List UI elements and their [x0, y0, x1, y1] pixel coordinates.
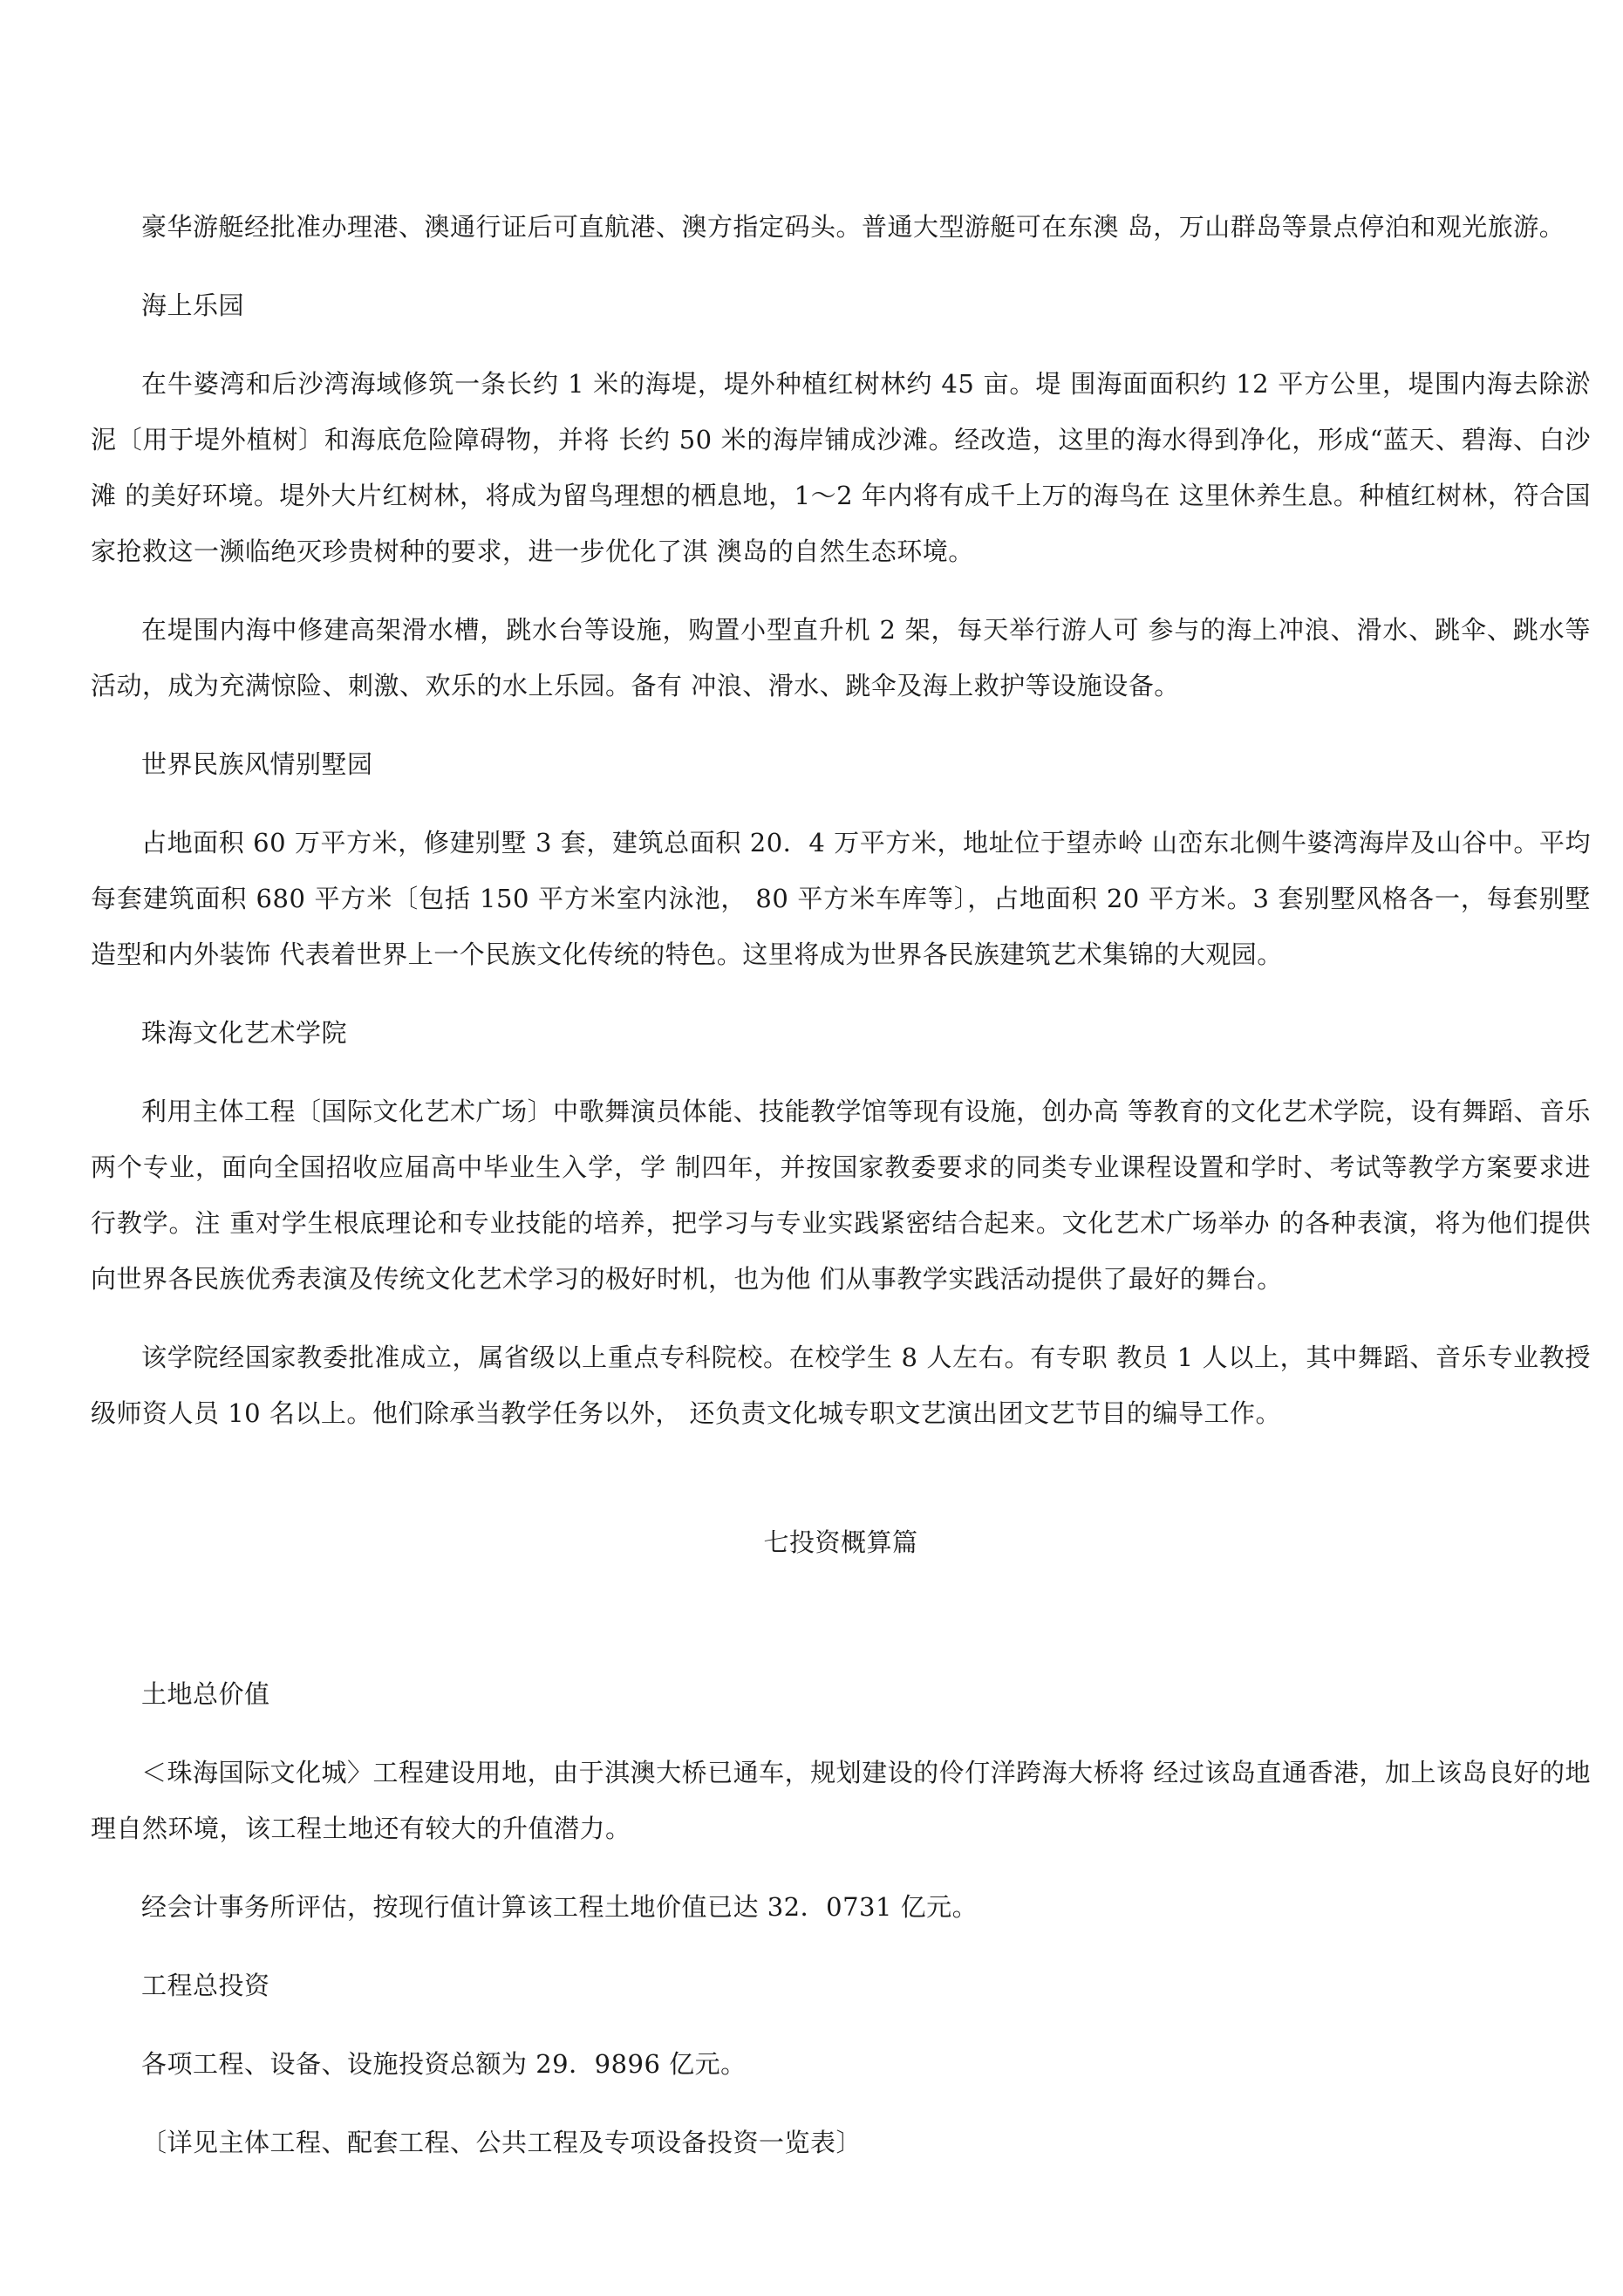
paragraph-academy-staff: 该学院经国家教委批准成立，属省级以上重点专科院校。在校学生 8 人左右。有专职 教员 1 人以上，其中舞蹈、音乐专业教授级师资人员 10 名以上。他们除承当教学任务以外， 还负责文化城专职文艺演出团文艺节目的编导工作。 [91, 1343, 1591, 1428]
heading-total-investment: 工程总投资 [141, 1971, 270, 2000]
heading-land-value: 土地总价值 [141, 1679, 270, 1709]
paragraph-total-investment: 各项工程、设备、设施投资总额为 29．9896 亿元。 [141, 2049, 747, 2079]
paragraph-land-value: ＜珠海国际文化城〉工程建设用地，由于淇澳大桥已通车，规划建设的伶仃洋跨海大桥将 经过该岛直通香港，加上该岛良好的地理自然环境，该工程土地还有较大的升值潜力。 [91, 1758, 1591, 1843]
heading-villa-park: 世界民族风情别墅园 [141, 749, 373, 779]
paragraph-yacht-access: 豪华游艇经批准办理港、澳通行证后可直航港、澳方指定码头。普通大型游艇可在东澳 岛，万山群岛等景点停泊和观光旅游。 [141, 212, 1565, 242]
heading-art-academy: 珠海文化艺术学院 [141, 1018, 348, 1048]
paragraph-investment-note: 〔详见主体工程、配套工程、公共工程及专项设备投资一览表〕 [141, 2128, 863, 2157]
chapter-title-investment: 七投资概算篇 [763, 1527, 918, 1557]
heading-sea-park: 海上乐园 [141, 290, 245, 320]
paragraph-land-appraisal: 经会计事务所评估，按现行值计算该工程土地价值已达 32．0731 亿元。 [141, 1892, 979, 1922]
paragraph-academy: 利用主体工程〔国际文化艺术广场〕中歌舞演员体能、技能教学馆等现有设施，创办高 等教育的文化艺术学院，设有舞蹈、音乐两个专业，面向全国招收应届高中毕业生入学，学 制四年，并按国家教委要求的同类专业课程设置和学时、考试等教学方案要求进行教学。注 重对学生根底理论和专业技能的培养，把学习与专业实践紧密结合起来。文化艺术广场举办 的各种表演，将为他们提供向世界各民族优秀表演及传统文化艺术学习的极好时机，也为他 们从事教学实践活动提供了最好的舞台。 [91, 1097, 1591, 1294]
document-body [91, 199, 1591, 2193]
paragraph-water-park: 在堤围内海中修建高架滑水槽，跳水台等设施，购置小型直升机 2 架，每天举行游人可 参与的海上冲浪、滑水、跳伞、跳水等活动，成为充满惊险、刺激、欢乐的水上乐园。备有 冲浪、滑水、跳伞及海上救护等设施设备。 [91, 615, 1591, 700]
paragraph-seawall: 在牛婆湾和后沙湾海域修筑一条长约 1 米的海堤，堤外种植红树林约 45 亩。堤 围海面面积约 12 平方公里，堤围内海去除淤泥〔用于堤外植树〕和海底危险障碍物，并将 长约 50 米的海岸铺成沙滩。经改造，这里的海水得到净化，形成“蓝天、碧海、白沙滩 的美好环境。堤外大片红树林，将成为留鸟理想的栖息地，1〜2 年内将有成千上万的海鸟在 这里休养生息。种植红树林，符合国家抢救这一濒临绝灭珍贵树种的要求，进一步优化了淇 澳岛的自然生态环境。 [91, 369, 1591, 566]
paragraph-villa: 占地面积 60 万平方米，修建别墅 3 套，建筑总面积 20．4 万平方米，地址位于望赤岭 山峦东北侧牛婆湾海岸及山谷中。平均每套建筑面积 680 平方米〔包括 150 平方米室内泳池， 80 平方米车库等〕，占地面积 20 平方米。3 套别墅风格各一，每套别墅造型和内外装饰 代表着世界上一个民族文化传统的特色。这里将成为世界各民族建筑艺术集锦的大观园。 [91, 828, 1591, 969]
